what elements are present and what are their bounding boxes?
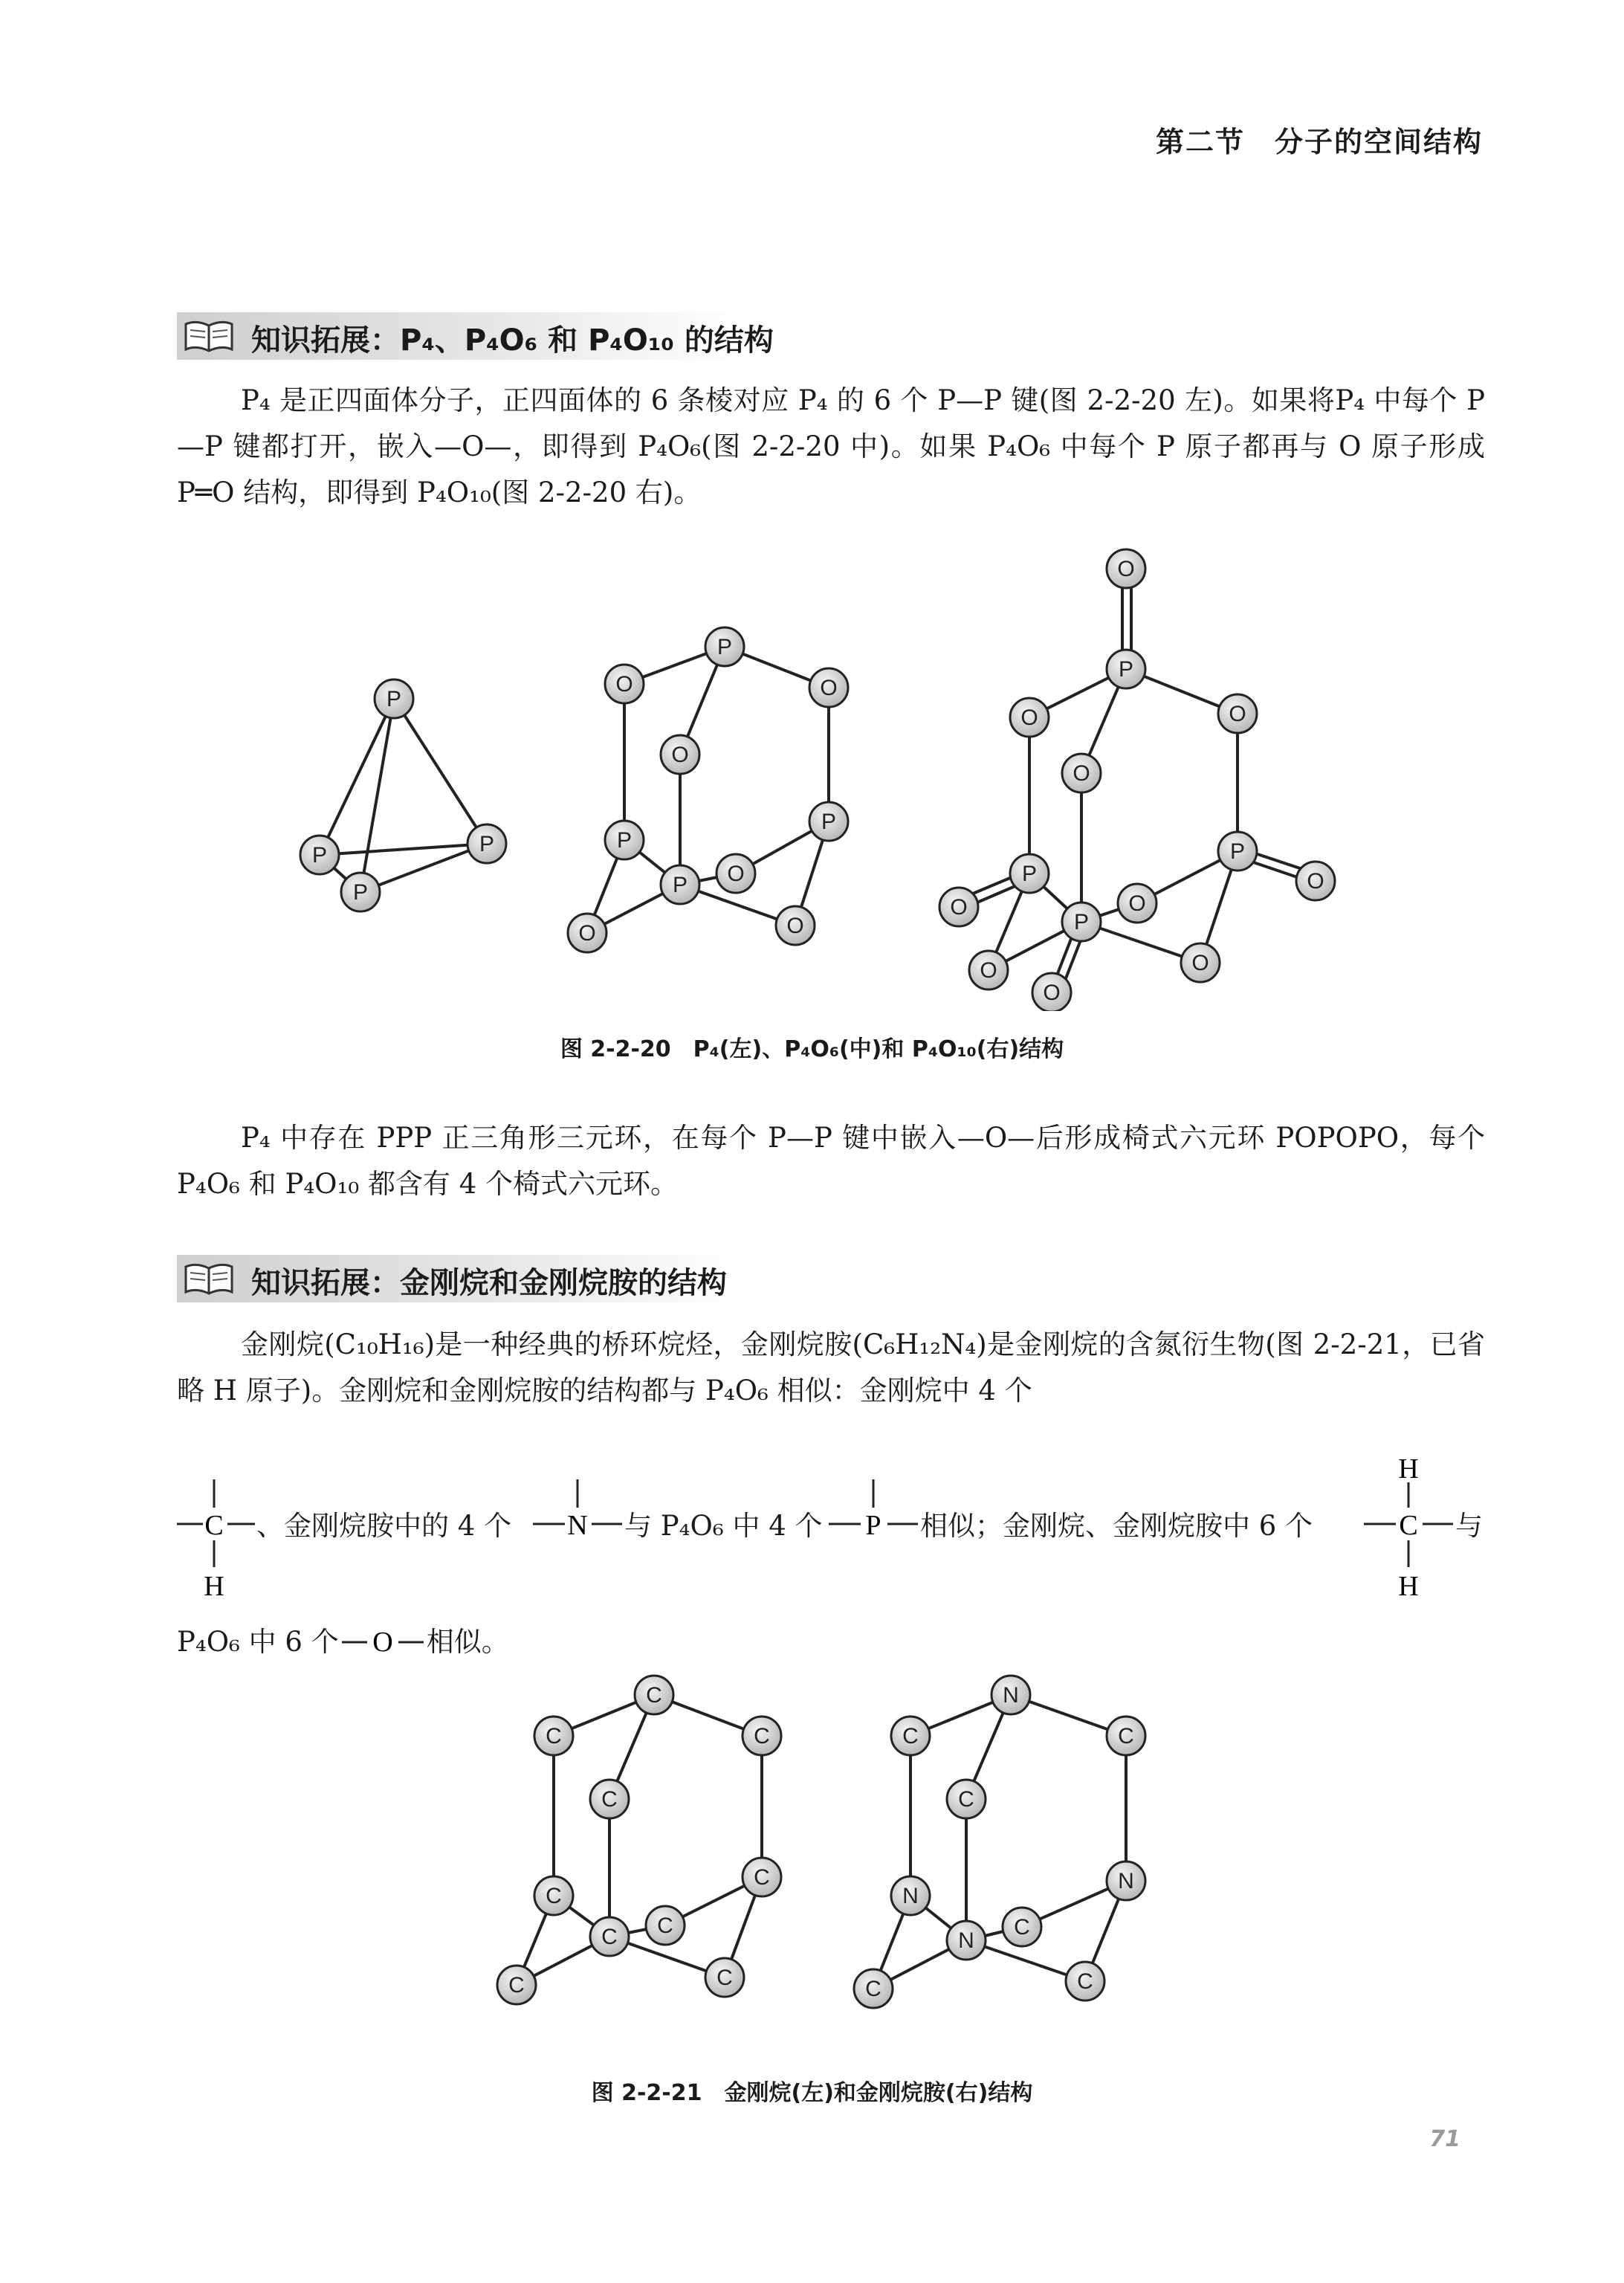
atom-p [661,865,699,904]
atom-c [705,1958,744,1997]
paragraph-p4-structure: P₄ 是正四面体分子，正四面体的 6 条棱对应 P₄ 的 6 个 P—P 键(图 2-2-20 左)。如果将P₄ 中每个 P—P 键都打开，嵌入—O—，即得到 P₄O₆(图 2-2-20 中)。如果 P₄O₆ 中每个 P 原子都再与 O 原子形成 P═O 结构，即得到 P₄O₁₀(图 2-2-20 右)。 [177,384,1485,508]
svg-text:C: C [1014,1915,1030,1940]
atom-o [1032,973,1071,1011]
svg-text:P: P [821,810,837,834]
atom-c [635,1676,673,1714]
svg-text:C: C [601,1787,618,1812]
atom-p [809,802,848,841]
svg-text:O: O [1191,951,1209,975]
structural-formula-line [0,1450,1624,1598]
svg-text:H: H [204,1571,224,1598]
atom-p [1107,650,1145,688]
struct-text-2: 与 P₄O₆ 中 4 个 [624,1510,823,1542]
page-number: 71 [1429,2126,1460,2152]
svg-text:O: O [1307,869,1324,894]
atom-c [590,1780,629,1818]
atom-c [1107,1717,1145,1755]
svg-text:C: C [657,1914,673,1938]
figure-adamantane [0,1665,1624,2052]
section-title: 知识拓展：金刚烷和金刚烷胺的结构 [251,1266,727,1300]
svg-text:C: C [508,1973,525,1998]
ch-fragment [177,1450,266,1598]
atom-c [646,1906,685,1945]
n-fragment [529,1450,626,1598]
p-fragment [825,1450,922,1598]
atom-o [969,951,1008,989]
atom-c [947,1780,986,1818]
atom-c [534,1876,573,1915]
svg-text:C: C [646,1683,662,1708]
svg-text:C: C [546,1724,562,1748]
svg-text:N: N [1118,1869,1134,1893]
svg-text:N: N [1003,1683,1019,1708]
svg-text:P: P [311,843,328,868]
atom-o [1118,884,1156,923]
atom-n [947,1921,986,1960]
atom-o [716,854,755,893]
atom-o [1010,698,1049,737]
svg-text:C: C [546,1884,562,1908]
figure-caption-2-2-20: 图 2-2-20 P₄(左)、P₄O₆(中)和 P₄O₁₀(右)结构 [560,1036,1064,1062]
atom-o [776,906,815,945]
svg-text:O: O [727,862,745,886]
svg-text:C: C [1118,1724,1134,1748]
svg-text:N: N [902,1884,919,1908]
atom-c [1003,1908,1041,1946]
atom-c [854,1969,893,2008]
atom-c [534,1717,573,1755]
svg-text:O: O [1020,705,1038,730]
svg-text:P: P [616,828,633,853]
atom-c [497,1966,536,2004]
svg-text:P: P [352,880,369,905]
page-header: 第二节 分子的空间结构 [1155,126,1483,158]
atom-o [1062,754,1101,792]
svg-text:P: P [1073,910,1090,934]
svg-text:C: C [1399,1510,1418,1541]
atom-n [891,1876,930,1915]
atom-p [300,836,339,874]
atom-o [568,914,606,952]
svg-text:C: C [204,1510,224,1541]
book-icon [183,1261,235,1297]
atom-p [375,679,413,718]
o-fragment [339,1626,427,1656]
paragraph-adamantane: 金刚烷(C₁₀H₁₆)是一种经典的桥环烷烃，金刚烷胺(C₆H₁₂N₄)是金刚烷的含氮衍生物(图 2-2-21，已省略 H 原子)。金刚烷和金刚烷胺的结构都与 P₄O₆ 相似：金刚烷中 4 个 [177,1328,1486,1407]
section-heading-p4 [177,312,1485,360]
svg-text:P: P [1118,657,1134,682]
adamantane-diagrams [0,1665,1624,2052]
svg-text:H: H [1398,1453,1419,1485]
svg-text:C: C [1077,1969,1093,1994]
paragraph-o-similar: P₄O₆ 中 6 个 O 相似。 [177,1626,509,1658]
struct-text-4: 与 [1455,1510,1483,1542]
atom-o [939,888,978,926]
svg-text:C: C [754,1724,770,1748]
svg-text:O: O [820,676,838,700]
svg-text:P: P [479,832,495,856]
section-title: 知识拓展：P₄、P₄O₆ 和 P₄O₁₀ 的结构 [251,323,774,358]
atom-p [1218,832,1257,871]
atom-c [590,1917,629,1956]
atom-o [1296,862,1335,900]
svg-text:O: O [980,958,997,983]
svg-text:C: C [958,1787,974,1812]
svg-text:O: O [578,921,596,946]
svg-text:C: C [902,1724,919,1748]
atom-o [1181,943,1220,982]
svg-text:O: O [671,743,689,767]
atom-o [1218,694,1257,733]
atom-p [605,821,644,859]
atom-o [605,665,644,703]
atom-o [1107,549,1145,588]
atom-o [809,668,848,707]
atom-p [468,824,506,863]
atom-c [1066,1962,1104,2001]
struct-text-3: 相似；金刚烷、金刚烷胺中 6 个 [920,1510,1313,1542]
atom-p [341,873,380,911]
svg-text:C: C [865,1977,881,2001]
atom-c [743,1858,781,1896]
svg-text:C: C [716,1966,733,1990]
svg-text:P: P [1021,862,1038,886]
svg-text:O: O [786,914,804,938]
atom-n [1107,1861,1145,1900]
paragraph-chair-ring: P₄ 中存在 PPP 正三角形三元环，在每个 P—P 键中嵌入—O—后形成椅式六元环 POPOPO，每个 P₄O₆ 和 P₄O₁₀ 都含有 4 个椅式六元环。 [177,1122,1485,1200]
figure-caption-2-2-21: 图 2-2-21 金刚烷(左)和金刚烷胺(右)结构 [591,2080,1033,2106]
svg-text:O: O [1073,761,1090,786]
atom-p [1062,902,1101,941]
svg-text:P: P [865,1510,881,1541]
svg-text:N: N [567,1510,588,1541]
atom-p [705,627,744,666]
ch2-fragment [1360,1450,1457,1598]
atom-c [743,1717,781,1755]
svg-text:N: N [958,1928,974,1953]
molecule-diagrams [0,535,1624,1011]
section-heading-adamantane [177,1255,1485,1302]
figure-p4-structures [0,535,1624,1011]
svg-text:C: C [601,1925,618,1949]
book-icon [183,318,235,354]
atoms [300,549,1335,1011]
svg-text:P: P [672,873,688,897]
svg-text:C: C [754,1865,770,1890]
svg-text:O: O [615,672,633,697]
atom-n [991,1676,1030,1714]
atom-c [891,1717,930,1755]
atoms [497,1676,1145,2008]
svg-text:O: O [1229,702,1246,726]
struct-text-1: 、金刚烷胺中的 4 个 [256,1510,512,1542]
svg-text:P: P [1229,839,1246,864]
atom-o [661,735,699,774]
svg-text:P: P [716,635,733,659]
svg-text:O: O [1043,981,1061,1005]
svg-text:O: O [1128,891,1146,916]
atom-p [1010,854,1049,893]
svg-text:O: O [950,895,968,920]
svg-text:P: P [386,687,402,711]
svg-text:O: O [372,1627,393,1656]
svg-text:H: H [1398,1571,1419,1598]
svg-text:O: O [1117,557,1135,581]
